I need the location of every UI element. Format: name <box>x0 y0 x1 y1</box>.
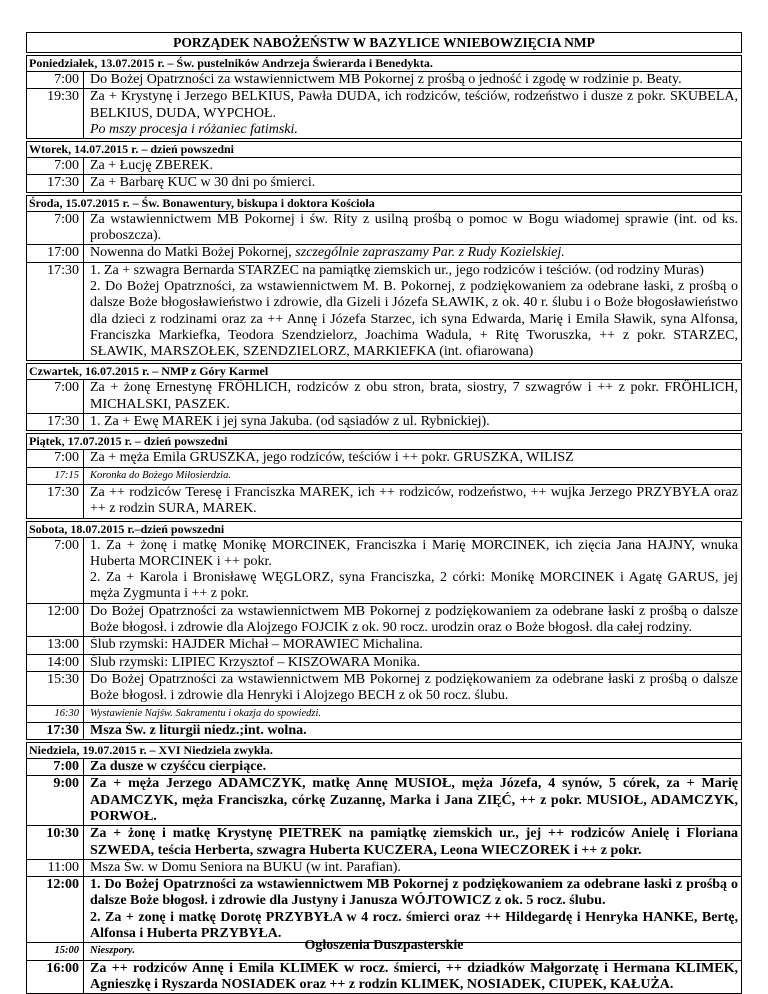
mass-intention <box>84 860 741 876</box>
schedule-row <box>27 413 741 430</box>
intention-text: 2. Za + zonę i matkę Dorotę PRZYBYŁA w 4 rocz. śmierci oraz ++ Hildegardę i Henryka HANKE, Bertę, Alfonsa i Huberta PRZYBYŁA. <box>90 909 738 942</box>
schedule-row <box>27 380 741 413</box>
mass-time: 19:30 <box>27 89 84 138</box>
mass-intention <box>84 245 741 261</box>
day-header: Sobota, 18.07.2015 r.–dzień powszedni <box>27 521 741 538</box>
intention-text: Za + Krystynę i Jerzego BELKIUS, Pawła DUDA, ich rodziców, teściów, rodzeństwo i dusze z pokr. SKUBELA, BELKIUS, DUDA, WYPCHOŁ. <box>90 89 738 121</box>
day-rows <box>27 72 741 138</box>
schedule-row <box>27 262 741 361</box>
mass-intention <box>84 380 741 413</box>
mass-time: 7:00 <box>27 538 84 603</box>
mass-intention <box>84 877 741 942</box>
mass-intention <box>84 538 741 603</box>
mass-time: 13:00 <box>27 637 84 653</box>
intention-line <box>90 672 738 705</box>
day-rows <box>27 538 741 740</box>
intention-line <box>90 655 738 671</box>
mass-time: 15:30 <box>27 672 84 705</box>
intention-text: Msza Św. w Domu Seniora na BUKU (w int. Parafian). <box>90 859 401 875</box>
day-section <box>26 363 742 431</box>
mass-intention <box>84 961 741 994</box>
mass-intention <box>84 672 741 705</box>
intention-text: Koronka do Bożego Miłosierdzia. <box>90 469 231 481</box>
schedule-row <box>27 603 741 637</box>
day-rows <box>27 759 741 993</box>
intention-line <box>90 570 738 603</box>
schedule-row <box>27 825 741 859</box>
intention-line <box>90 450 738 466</box>
mass-time: 7:00 <box>27 380 84 413</box>
intention-text: 1. Za + szwagra Bernarda STARZEC na pamiątkę ziemskich ur., jego rodziców i teściów. (od rodziny Muras) <box>90 262 704 278</box>
intention-note-inline: szczególnie zapraszamy Par. z Rudy Kozielskiej. <box>295 245 565 261</box>
day-header: Środa, 15.07.2015 r. – Św. Bonawentury, biskupa i doktora Kościoła <box>27 195 741 212</box>
intention-text: 1. Za + Ewę MAREK i jej syna Jakuba. (od sąsiadów z ul. Rybnickiej). <box>90 414 490 430</box>
intention-text: Za + Barbarę KUC w 30 dni po śmierci. <box>90 175 316 191</box>
intention-line <box>90 723 738 739</box>
intention-line <box>90 706 738 722</box>
schedule-row <box>27 244 741 261</box>
intention-text: Za wstawiennictwem MB Pokornej i św. Rity z usilną prośbą o pomoc w Bogu wiadomej sprawie (int. od ks. proboszcza). <box>90 211 738 244</box>
page-title: PORZĄDEK NABOŻEŃSTW W BAZYLICE WNIEBOWZIĘCIA NMP <box>26 32 742 53</box>
mass-intention <box>84 72 741 88</box>
schedule-row <box>27 775 741 825</box>
intention-line <box>90 245 738 261</box>
mass-intention <box>84 450 741 466</box>
intention-line <box>90 72 738 88</box>
schedule-row <box>27 705 741 722</box>
intention-text: Za ++ rodziców Teresę i Franciszka MAREK, ich ++ rodziców, rodzeństwo, ++ wujka Jerzego PRZYBYŁA oraz ++ z rodzin SURA, MAREK. <box>90 484 738 517</box>
mass-intention <box>84 468 741 484</box>
mass-time: 17:00 <box>27 245 84 261</box>
intention-note: Po mszy procesja i różaniec fatimski. <box>90 121 298 137</box>
intention-line <box>90 637 738 653</box>
intention-text: Msza Św. z liturgii niedz.;int. wolna. <box>90 722 307 738</box>
mass-time: 7:00 <box>27 212 84 245</box>
intention-line <box>90 961 738 994</box>
mass-time: 17:30 <box>27 263 84 361</box>
mass-time: 12:00 <box>27 604 84 637</box>
schedule-row <box>27 876 741 942</box>
mass-time: 17:30 <box>27 175 84 191</box>
footer-title: Ogłoszenia Duszpasterskie <box>304 938 464 953</box>
schedule-row <box>27 859 741 876</box>
day-header: Poniedziałek, 13.07.2015 r. – Św. pustelników Andrzeja Świerarda i Benedykta. <box>27 55 741 72</box>
intention-line <box>90 175 738 191</box>
mass-time: 9:00 <box>27 776 84 825</box>
mass-time: 14:00 <box>27 655 84 671</box>
intention-line <box>90 860 738 876</box>
day-section <box>26 195 742 362</box>
intention-text: Za ++ rodziców Annę i Emila KLIMEK w rocz. śmierci, ++ dziadków Małgorzatę i Hermana KLIMEK, Agnieszkę i Ryszarda NOSIADEK oraz ++ z rodzin KLIMEK, NOSIADEK, CIUPEK, KAŁUŻA. <box>90 960 738 992</box>
mass-time: 17:30 <box>27 485 84 518</box>
intention-line <box>90 212 738 245</box>
day-section <box>26 141 742 193</box>
intention-text: Za dusze w czyśćcu cierpiące. <box>90 759 267 775</box>
intention-text: Za + Łucję ZBEREK. <box>90 158 213 174</box>
mass-intention <box>84 706 741 722</box>
intention-text: Za + żonę Ernestynę FRÖHLICH, rodziców z obu stron, brata, siostry, 7 szwagrów i ++ z pokr. FRÖHLICH, MICHALSKI, PASZEK. <box>90 380 738 412</box>
days-container <box>26 55 742 994</box>
day-section <box>26 521 742 741</box>
intention-line <box>90 414 738 430</box>
schedule-row <box>27 174 741 191</box>
mass-intention <box>84 485 741 518</box>
intention-text: Ślub rzymski: LIPIEC Krzysztof – KISZOWARA Monika. <box>90 654 421 670</box>
intention-line <box>90 877 738 910</box>
schedule-row <box>27 671 741 705</box>
intention-line <box>90 776 738 825</box>
mass-time: 7:00 <box>27 158 84 174</box>
intention-text: 2. Za + Karola i Bronisławę WĘGLORZ, syna Franciszka, 2 córki: Monikę MORCINEK i Agatę GARUS, jej męża Zygmunta i ++ z pokr. <box>90 570 738 602</box>
intention-line <box>90 604 738 637</box>
mass-intention <box>84 776 741 825</box>
mass-intention <box>84 158 741 174</box>
day-section <box>26 742 742 994</box>
schedule-row <box>27 212 741 245</box>
mass-intention <box>84 759 741 775</box>
mass-time: 17:15 <box>27 468 84 484</box>
mass-time: 16:00 <box>27 961 84 994</box>
intention-line <box>90 380 738 413</box>
mass-intention <box>84 637 741 653</box>
intention-text: 1. Do Bożej Opatrzności za wstawiennictwem MB Pokornej z podziękowaniem za odebrane łaski z prośbą o dalsze Boże błogosł. i zdrowie dla Justyny i Janusza WÓJTOWICZ z ok. 5 rocz. ślubu. <box>90 877 738 909</box>
intention-text: Za + męża Emila GRUSZKA, jego rodziców, teściów i ++ pokr. GRUSZKA, WILISZ <box>90 450 574 466</box>
intention-text: Nowenna do Matki Bożej Pokornej, <box>90 245 296 261</box>
schedule-row <box>27 88 741 138</box>
schedule-row <box>27 158 741 174</box>
intention-line <box>90 263 738 279</box>
intention-line <box>90 158 738 174</box>
day-rows <box>27 380 741 430</box>
mass-time: 17:30 <box>27 414 84 430</box>
schedule-row <box>27 72 741 88</box>
day-rows <box>27 450 741 517</box>
mass-intention <box>84 655 741 671</box>
intention-line <box>90 279 738 360</box>
intention-text: Za + męża Jerzego ADAMCZYK, matkę Annę MUSIOŁ, męża Józefa, 4 synów, 5 córek, za + Marię ADAMCZYK, męża Franciszka, córkę Zuzannę, Marka i Jana ZIĘĆ, ++ z pokr. MUSIOŁ, ADAMCZYK, PORWOŁ. <box>90 776 738 824</box>
schedule-row <box>27 722 741 739</box>
intention-line <box>90 89 738 122</box>
mass-intention <box>84 89 741 138</box>
schedule-row <box>27 636 741 653</box>
day-section <box>26 55 742 139</box>
schedule-row <box>27 759 741 775</box>
intention-text: Do Bożej Opatrzności za wstawiennictwem MB Pokornej z podziękowaniem za odebrane łaski z prośbą o dalsze Boże błogosł. i zdrowie dla Alojzego FOJCIK z ok. 90 rocz. urodzin oraz o Boże błogosł. dla całej rodziny. <box>90 603 738 636</box>
intention-line <box>90 759 738 775</box>
intention-line <box>90 826 738 859</box>
schedule-row <box>27 450 741 466</box>
day-header: Wtorek, 14.07.2015 r. – dzień powszedni <box>27 141 741 158</box>
mass-time: 17:30 <box>27 723 84 739</box>
day-section <box>26 433 742 518</box>
schedule-sheet <box>26 32 742 994</box>
mass-intention <box>84 826 741 859</box>
schedule-row <box>27 654 741 671</box>
day-rows <box>27 212 741 361</box>
mass-time: 12:00 <box>27 877 84 942</box>
intention-line <box>90 468 738 484</box>
mass-intention <box>84 263 741 361</box>
mass-intention <box>84 175 741 191</box>
mass-intention <box>84 414 741 430</box>
mass-intention <box>84 212 741 245</box>
mass-intention <box>84 604 741 637</box>
intention-text: 2. Do Bożej Opatrzności, za wstawiennictwem M. B. Pokornej, z podziękowaniem za odebrane łaski, z prośbą o dalsze Boże błogosławieństwo i zdrowie, dla Gizeli i Józefa SŁAWIK, z ok. 40 r. ślubu i o Boże błogosławieństwo dla dzieci z rodzinami oraz za ++ Annę i Józefa Starzec, ich syna Edwarda, Marię i Emila Sławik, syna Alfonsa, Franciszka Markiefka, Teodora Szendzielorz, Joachima Wadula, + Ritę Tworuszka, ++ z pokr. STARZEC, SŁAWIK, MARSZOŁEK, SZENDZIELORZ, MARKIEFKA (int. ofiarowana) <box>90 278 738 360</box>
intention-line <box>90 538 738 571</box>
schedule-row <box>27 538 741 603</box>
mass-time: 7:00 <box>27 759 84 775</box>
day-header: Piątek, 17.07.2015 r. – dzień powszedni <box>27 433 741 450</box>
intention-line <box>90 485 738 518</box>
mass-time: 11:00 <box>27 860 84 876</box>
intention-text: Do Bożej Opatrzności za wstawiennictwem MB Pokornej z podziękowaniem za odebrane łaski z prośbą o dalsze Boże błogosł. i zdrowie dla Henryki i Alojzego BECH z ok 50 rocz. ślubu. <box>90 671 738 704</box>
mass-intention <box>84 723 741 739</box>
intention-text: 1. Za + żonę i matkę Monikę MORCINEK, Franciszka i Marię MORCINEK, ich zięcia Jana HAJNY, wnuka Huberta MORCINEK i ++ pokr. <box>90 537 738 569</box>
day-header: Czwartek, 16.07.2015 r. – NMP z Góry Karmel <box>27 363 741 380</box>
mass-time: 7:00 <box>27 72 84 88</box>
day-header: Niedziela, 19.07.2015 r. – XVI Niedziela zwykła. <box>27 742 741 759</box>
mass-time: 7:00 <box>27 450 84 466</box>
mass-time: 15:00 <box>27 943 84 959</box>
schedule-row <box>27 484 741 518</box>
intention-text: Wystawienie Najśw. Sakramentu i okazja do spowiedzi. <box>90 707 321 719</box>
mass-time: 10:30 <box>27 826 84 859</box>
day-rows <box>27 158 741 192</box>
intention-text: Za + żonę i matkę Krystynę PIETREK na pamiątkę ziemskich ur., jej ++ rodziców Anielę i Floriana SZWEDA, teścia Herberta, szwagra Huberta KUCZERA, Leona WIECZOREK i ++ z pokr. <box>90 826 738 858</box>
schedule-row <box>27 467 741 484</box>
schedule-row <box>27 960 741 994</box>
intention-text: Ślub rzymski: HAJDER Michał – MORAWIEC Michalina. <box>90 637 423 653</box>
intention-text: Do Bożej Opatrzności za wstawiennictwem MB Pokornej z prośbą o jedność i zgodę w rodzinie p. Beaty. <box>90 72 682 87</box>
mass-time: 16:30 <box>27 706 84 722</box>
intention-text: Nieszpory. <box>90 945 135 957</box>
